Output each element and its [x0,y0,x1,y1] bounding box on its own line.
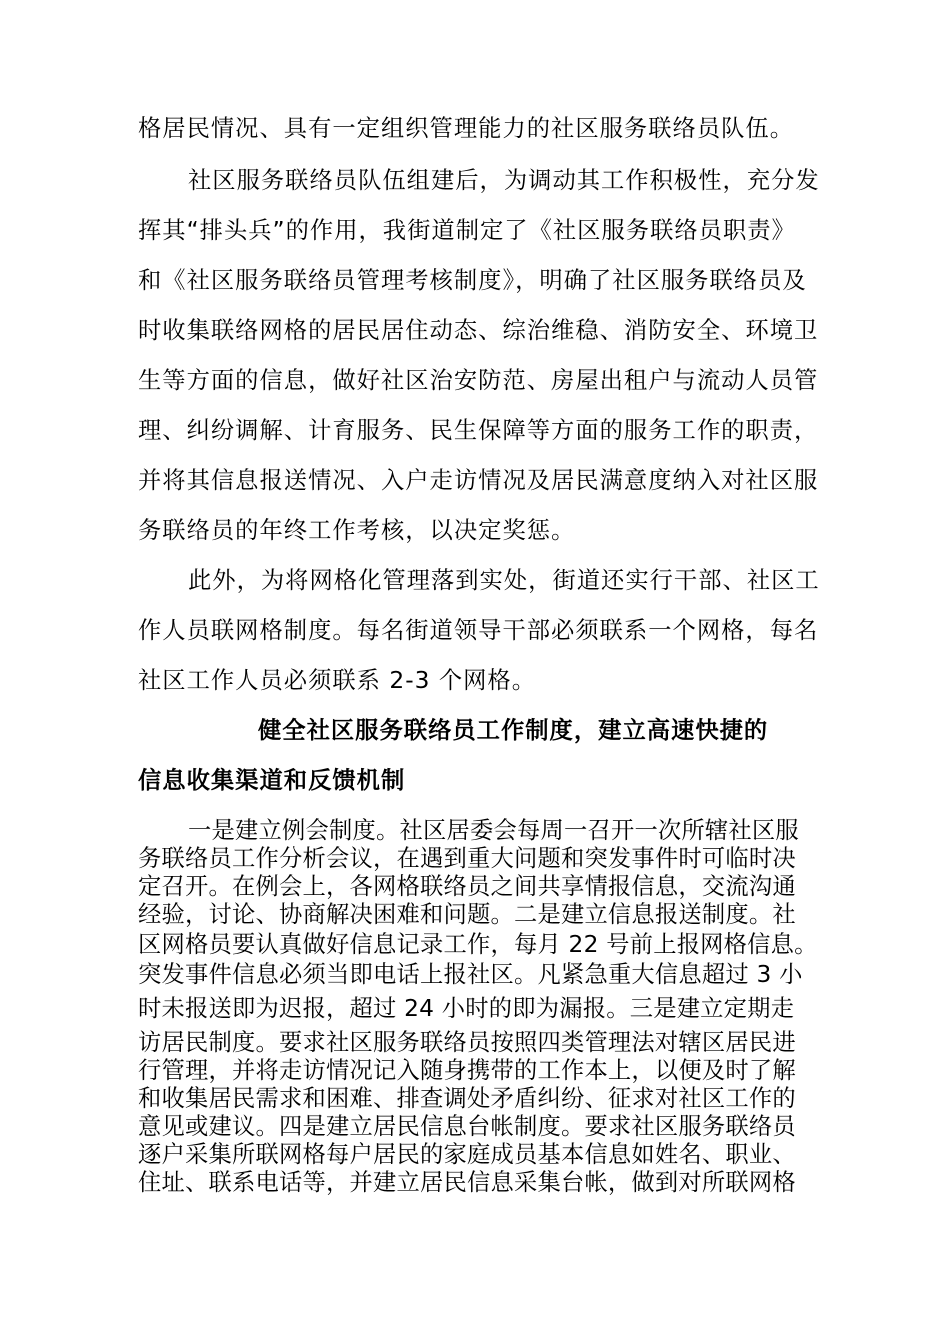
paragraph-line: 访居民制度。要求社区服务联络员按照四类管理法对辖区居民进 [138,1029,796,1056]
paragraph-line: 经验，讨论、协商解决困难和问题。二是建立信息报送制度。社 [138,901,796,928]
section-heading-continued: 信息收集渠道和反馈机制 [138,767,406,794]
paragraph-line: 定召开。在例会上，各网格联络员之间共享情报信息，交流沟通 [138,873,796,900]
paragraph-line: 和收集居民需求和困难、排查调处矛盾纠纷、征求对社区工作的 [138,1085,796,1112]
paragraph-line: 住址、联系电话等，并建立居民信息采集台帐，做到对所联网格 [138,1169,796,1196]
paragraph-line: 意见或建议。四是建立居民信息台帐制度。要求社区服务联络员 [138,1113,796,1140]
paragraph-line: 时收集联络网格的居民居住动态、综治维稳、消防安全、环境卫 [138,317,819,344]
paragraph-line: 生等方面的信息，做好社区治安防范、房屋出租户与流动人员管 [138,367,819,394]
paragraph-line: 社区工作人员必须联系 2-3 个网格。 [138,667,537,694]
paragraph-line: 并将其信息报送情况、入户走访情况及居民满意度纳入对社区服 [138,467,819,494]
paragraph-line: 时未报送即为迟报，超过 24 小时的即为漏报。三是建立定期走 [138,995,795,1022]
paragraph-line: 区网格员要认真做好信息记录工作，每月 22 号前上报网格信息。 [138,931,818,958]
paragraph-line: 格居民情况、具有一定组织管理能力的社区服务联络员队伍。 [138,115,795,142]
paragraph-line: 务联络员的年终工作考核，以决定奖惩。 [138,517,576,544]
paragraph-line: 突发事件信息必须当即电话上报社区。凡紧急重大信息超过 3 小 [138,961,803,988]
paragraph-line: 行管理，并将走访情况记入随身携带的工作本上，以便及时了解 [138,1057,796,1084]
paragraph-line: 社区服务联络员队伍组建后，为调动其工作积极性，充分发 [188,167,820,194]
paragraph-line: 一是建立例会制度。社区居委会每周一召开一次所辖社区服 [188,817,799,844]
paragraph-line: 和《社区服务联络员管理考核制度》，明确了社区服务联络员及 [138,267,807,294]
paragraph-line: 逐户采集所联网格每户居民的家庭成员基本信息如姓名、职业、 [138,1141,796,1168]
paragraph-line: 务联络员工作分析会议，在遇到重大问题和突发事件时可临时决 [138,845,796,872]
paragraph-line: 作人员联网格制度。每名街道领导干部必须联系一个网格，每名 [138,617,819,644]
section-heading: 健全社区服务联络员工作制度，建立高速快捷的 [258,717,769,744]
paragraph-line: 此外，为将网格化管理落到实处，街道还实行干部、社区工 [188,567,820,594]
paragraph-line: 挥其“排头兵”的作用，我街道制定了《社区服务联络员职责》 [138,217,796,244]
paragraph-line: 理、纠纷调解、计育服务、民生保障等方面的服务工作的职责， [138,417,819,444]
